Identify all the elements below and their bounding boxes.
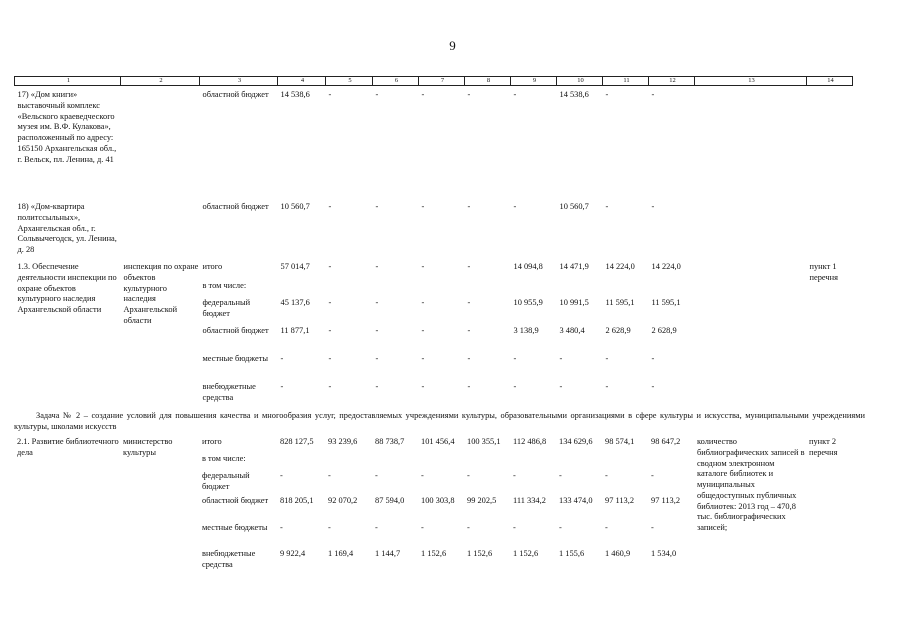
amount-cell: 1 460,9 (605, 549, 631, 558)
amount-cell: 11 595,1 (605, 298, 635, 307)
funding-source: в том числе: (202, 454, 246, 463)
amount-cell: - (328, 262, 332, 271)
table-body-top (15, 86, 853, 411)
header-cell-1: 1 (15, 77, 121, 86)
amount-cell (419, 281, 465, 298)
list-ref: пункт 1 перечня (809, 262, 838, 282)
funding-source: федеральный бюджет (202, 471, 250, 491)
amount-cell: 93 239,6 (328, 437, 358, 446)
funding-source: внебюджетные средства (202, 549, 256, 569)
amount-cell: - (605, 354, 609, 363)
object-name: 17) «Дом книги» выставочный комплекс «Вельского краеведческого музея им. В.Ф. Кулакова», расположенный по адресу: 165150 Архангельская обл., г. Вельск, пл. Ленина, д. 41 (17, 90, 117, 164)
funding-source: областной бюджет (202, 496, 269, 505)
amount-cell: 87 594,0 (375, 496, 405, 505)
amount-cell: - (421, 202, 425, 211)
header-cell-10: 10 (557, 77, 603, 86)
amount-cell: 92 070,2 (328, 496, 358, 505)
amount-cell: 10 560,7 (280, 202, 310, 211)
amount-cell: - (513, 90, 517, 99)
amount-cell: 10 991,5 (559, 298, 589, 307)
amount-cell (557, 281, 603, 298)
header-cell-11: 11 (603, 77, 649, 86)
amount-cell: 57 014,7 (280, 262, 310, 271)
activity-name: 1.3. Обеспечение деятельности инспекции по охране объектов культурного наследия Архангельской области (17, 262, 117, 314)
amount-cell: 14 224,0 (605, 262, 635, 271)
page-number: 9 (449, 38, 456, 53)
table-header (15, 77, 853, 86)
amount-cell: 1 144,7 (375, 549, 401, 558)
amount-cell: - (421, 523, 424, 532)
amount-cell: - (559, 471, 562, 480)
funding-source: областной бюджет (202, 202, 269, 211)
amount-cell: - (421, 298, 425, 307)
amount-cell: - (328, 90, 332, 99)
amount-cell: - (559, 354, 563, 363)
amount-cell: 1 152,6 (467, 549, 493, 558)
amount-cell: 1 155,6 (559, 549, 585, 558)
amount-cell: - (375, 471, 378, 480)
amount-cell: 98 647,2 (651, 437, 681, 446)
amount-cell: 14 471,9 (559, 262, 589, 271)
amount-cell: - (467, 298, 471, 307)
amount-cell: - (651, 382, 655, 391)
amount-cell: - (328, 382, 332, 391)
list-ref (807, 90, 853, 202)
amount-cell (277, 454, 325, 471)
amount-cell: 99 202,5 (467, 496, 497, 505)
amount-cell: 97 113,2 (651, 496, 681, 505)
amount-cell: - (651, 202, 655, 211)
header-cell-9: 9 (511, 77, 557, 86)
amount-cell: - (467, 262, 471, 271)
funding-source: областной бюджет (202, 90, 269, 99)
amount-cell (372, 454, 418, 471)
header-cell-13: 13 (695, 77, 807, 86)
header-cell-3: 3 (200, 77, 278, 86)
amount-cell (556, 454, 602, 471)
amount-cell: 112 486,8 (513, 437, 547, 446)
amount-cell: - (651, 471, 654, 480)
amount-cell: - (375, 202, 379, 211)
table-row (14, 437, 852, 454)
amount-cell: - (651, 354, 655, 363)
amount-cell: - (513, 471, 516, 480)
amount-cell: 100 303,8 (421, 496, 455, 505)
header-cell-4: 4 (278, 77, 326, 86)
amount-cell (511, 281, 557, 298)
amount-cell: - (328, 298, 332, 307)
amount-cell: - (651, 523, 654, 532)
funding-source: в том числе: (202, 281, 247, 290)
header-cell-8: 8 (465, 77, 511, 86)
amount-cell: - (280, 382, 284, 391)
header-cell-12: 12 (649, 77, 695, 86)
amount-cell: - (467, 326, 471, 335)
amount-cell: - (421, 326, 425, 335)
amount-cell: 100 355,1 (467, 437, 501, 446)
amount-cell: - (467, 523, 470, 532)
amount-cell: 14 224,0 (651, 262, 681, 271)
executor: инспекция по охране объектов культурного наследия Архангельской области (123, 262, 199, 325)
header-cell-2: 2 (121, 77, 200, 86)
amount-cell (603, 281, 649, 298)
task-2-heading: Задача № 2 – создание условий для повышения качества и многообразия услуг, предоставляемых учреждениями культуры, образовательными организациями в сфере культуры и искусства, муниципальными учреждениями культуры, школами искусств (14, 411, 865, 431)
table-row (15, 90, 853, 202)
amount-cell: 98 574,1 (605, 437, 635, 446)
amount-cell: 14 538,6 (559, 90, 589, 99)
amount-cell: - (467, 382, 471, 391)
amount-cell (602, 454, 648, 471)
amount-cell: - (421, 471, 424, 480)
amount-cell: 14 538,6 (280, 90, 310, 99)
amount-cell: - (375, 298, 379, 307)
amount-cell: - (605, 90, 609, 99)
list-ref: пункт 2 перечня (809, 437, 838, 457)
amount-cell: 10 955,9 (513, 298, 543, 307)
funding-source: федеральный бюджет (202, 298, 251, 318)
funding-source: областной бюджет (202, 326, 269, 335)
amount-cell: 3 480,4 (559, 326, 585, 335)
amount-cell: - (375, 90, 379, 99)
amount-cell: - (375, 354, 379, 363)
funding-source: местные бюджеты (202, 523, 268, 532)
indicator (695, 90, 807, 202)
amount-cell: - (421, 90, 425, 99)
object-name: 18) «Дом-квартира политссыльных», Архангельская обл., г. Сольвычегодск, ул. Ленина, д. 28 (17, 202, 117, 254)
amount-cell (278, 281, 326, 298)
amount-cell: - (328, 202, 332, 211)
amount-cell: - (421, 382, 425, 391)
amount-cell: - (421, 354, 425, 363)
amount-cell: 134 629,6 (559, 437, 593, 446)
amount-cell: - (280, 471, 283, 480)
amount-cell: - (421, 262, 425, 271)
amount-cell: 1 534,0 (651, 549, 677, 558)
header-cell-14: 14 (807, 77, 853, 86)
amount-cell: 10 560,7 (559, 202, 589, 211)
amount-cell: 11 595,1 (651, 298, 681, 307)
amount-cell (464, 454, 510, 471)
amount-cell: - (513, 202, 517, 211)
amount-cell: - (375, 382, 379, 391)
budget-table (14, 76, 853, 410)
amount-cell: - (375, 262, 379, 271)
funding-source: итого (202, 262, 223, 271)
header-cell-6: 6 (373, 77, 419, 86)
amount-cell: - (605, 382, 609, 391)
funding-source: итого (202, 437, 222, 446)
table-row (15, 202, 853, 262)
amount-cell: - (513, 382, 517, 391)
amount-cell: 2 628,9 (605, 326, 631, 335)
funding-source: внебюджетные средства (202, 382, 256, 402)
executor: министерство культуры (123, 437, 173, 457)
amount-cell: 818 205,1 (280, 496, 314, 505)
indicator (695, 262, 807, 410)
amount-cell: - (328, 471, 331, 480)
amount-cell: 1 152,6 (421, 549, 447, 558)
amount-cell: 11 877,1 (280, 326, 310, 335)
amount-cell: - (328, 326, 332, 335)
amount-cell: - (467, 90, 471, 99)
amount-cell: 828 127,5 (280, 437, 314, 446)
amount-cell: - (328, 523, 331, 532)
amount-cell: - (467, 354, 471, 363)
funding-source: местные бюджеты (202, 354, 269, 363)
header-row (15, 77, 853, 86)
amount-cell: - (280, 354, 284, 363)
budget-table-continued (14, 437, 852, 575)
table-row (15, 262, 853, 281)
amount-cell: - (605, 523, 608, 532)
amount-cell: 88 738,7 (375, 437, 405, 446)
amount-cell (648, 454, 694, 471)
indicator (695, 202, 807, 262)
amount-cell: 2 628,9 (651, 326, 677, 335)
amount-cell: 1 152,6 (513, 549, 539, 558)
amount-cell: 3 138,9 (513, 326, 539, 335)
amount-cell: - (513, 354, 517, 363)
amount-cell: 133 474,0 (559, 496, 593, 505)
amount-cell: - (375, 326, 379, 335)
amount-cell (465, 281, 511, 298)
amount-cell (649, 281, 695, 298)
amount-cell: 1 169,4 (328, 549, 354, 558)
amount-cell: - (328, 354, 332, 363)
amount-cell (325, 454, 372, 471)
list-ref (807, 202, 853, 262)
amount-cell: - (280, 523, 283, 532)
amount-cell: 9 922,4 (280, 549, 306, 558)
amount-cell: 14 094,8 (513, 262, 543, 271)
amount-cell: 101 456,4 (421, 437, 455, 446)
amount-cell: - (375, 523, 378, 532)
amount-cell: - (513, 523, 516, 532)
executor (121, 202, 200, 262)
activity-name: 2.1. Развитие библиотечного дела (17, 437, 119, 457)
indicator: количество библиографических записей в сводном электронном каталоге библиотек и муниципальных общедоступных публичных библиотек: 2013 год – 470,8 тыс. библиографических записей; (697, 437, 805, 532)
table-body-bottom (14, 437, 852, 575)
amount-cell: 111 334,2 (513, 496, 546, 505)
header-cell-7: 7 (419, 77, 465, 86)
amount-cell: - (651, 90, 655, 99)
amount-cell (418, 454, 464, 471)
amount-cell: 97 113,2 (605, 496, 635, 505)
amount-cell (510, 454, 556, 471)
amount-cell (373, 281, 419, 298)
amount-cell (326, 281, 373, 298)
amount-cell: - (467, 202, 471, 211)
amount-cell: - (605, 471, 608, 480)
amount-cell: 45 137,6 (280, 298, 310, 307)
amount-cell: - (559, 523, 562, 532)
executor (121, 90, 200, 202)
amount-cell: - (559, 382, 563, 391)
header-cell-5: 5 (326, 77, 373, 86)
amount-cell: - (467, 471, 470, 480)
amount-cell: - (605, 202, 609, 211)
